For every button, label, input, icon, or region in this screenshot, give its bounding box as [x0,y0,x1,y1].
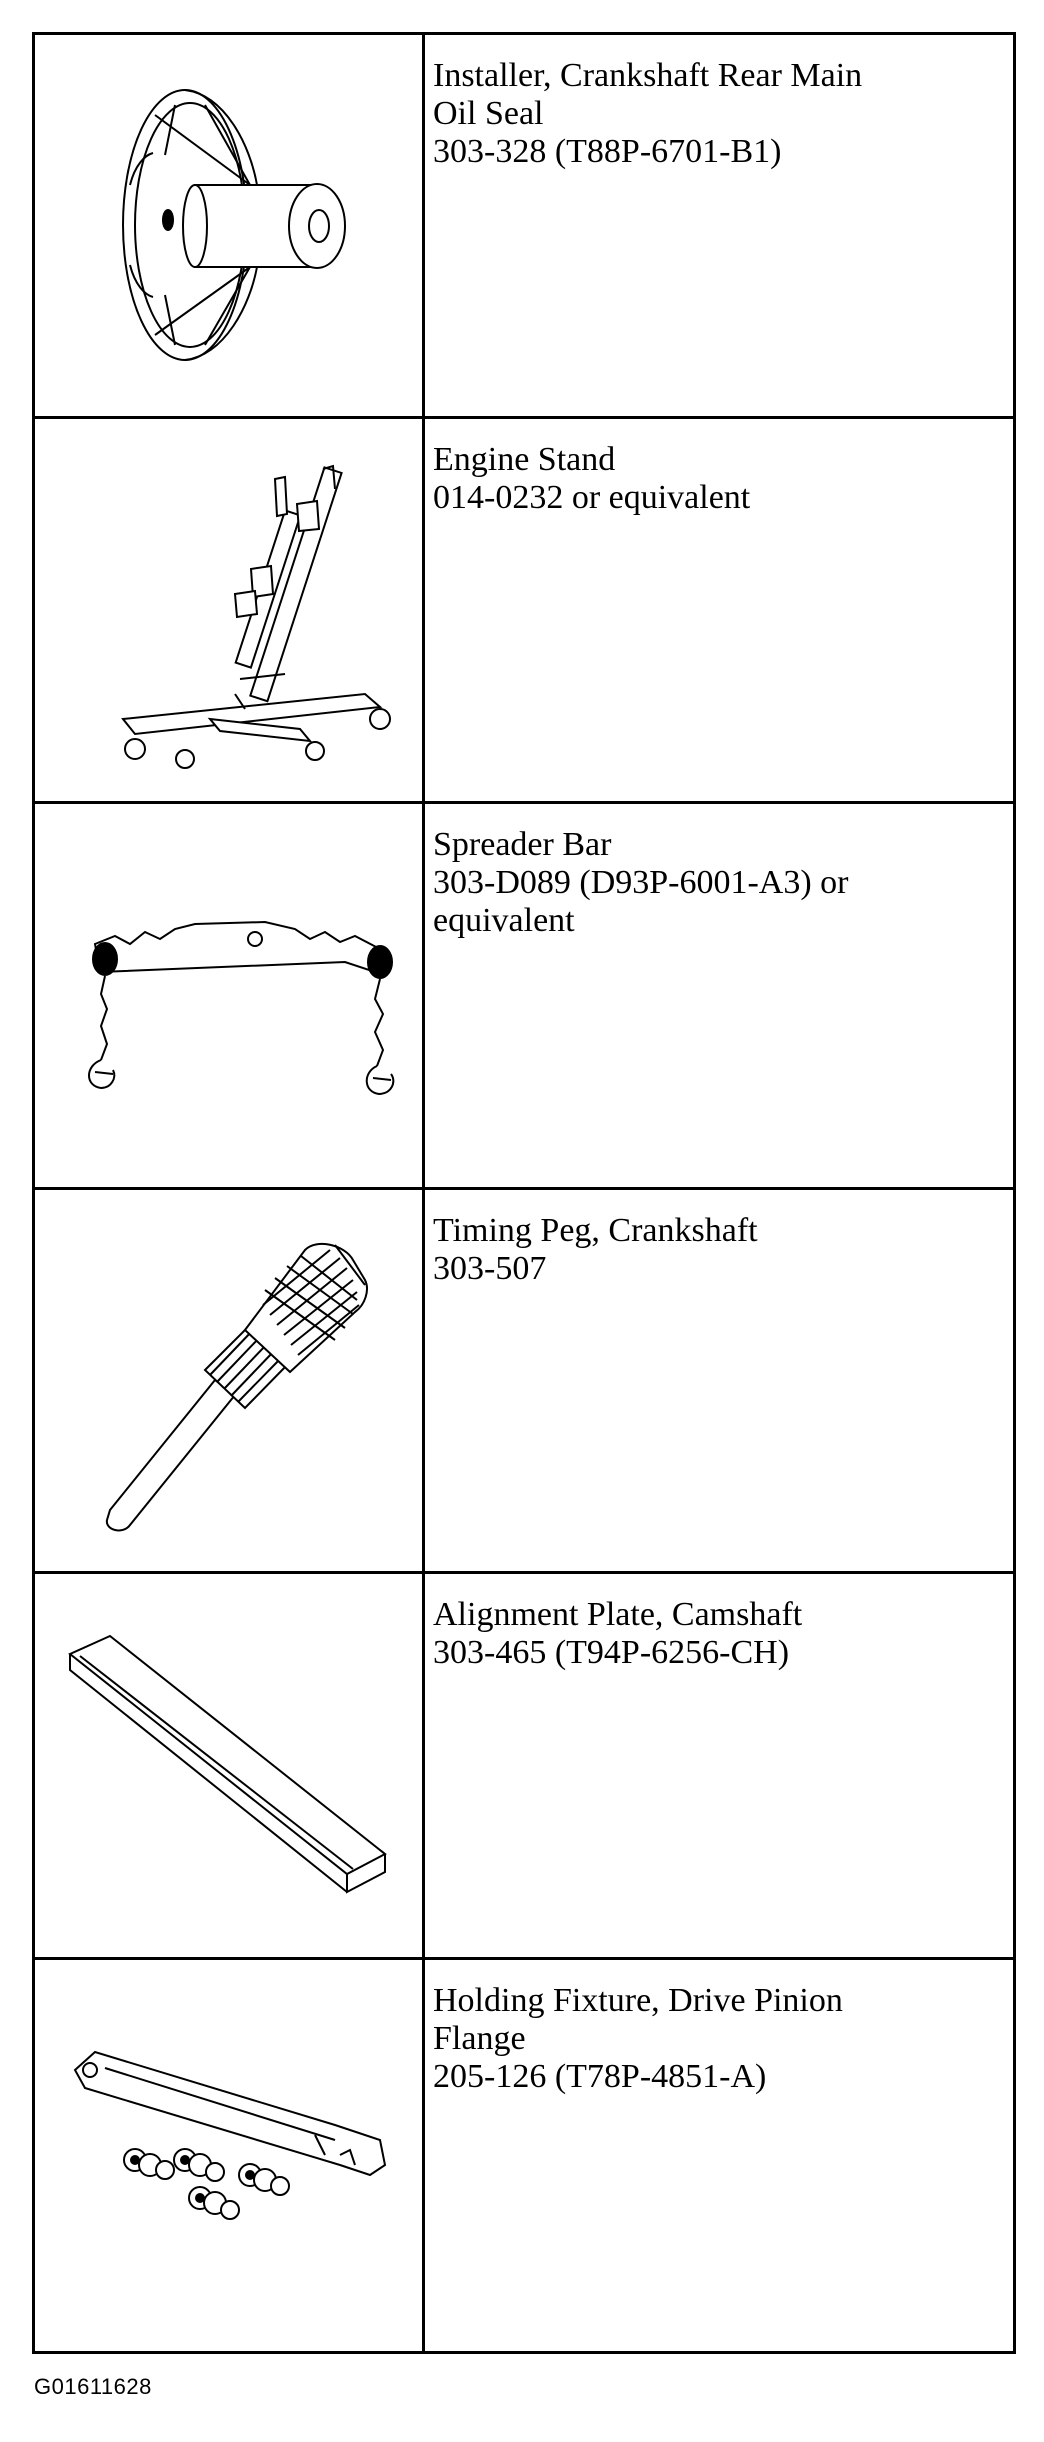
tool-image-cell [35,419,425,801]
alignment-plate-icon [35,1574,422,1957]
timing-peg-icon [35,1190,422,1571]
tool-name: Holding Fixture, Drive Pinion [433,1982,843,2019]
tool-description [433,826,1003,940]
tool-name: Spreader Bar [433,826,612,863]
tool-part-number: equivalent [433,902,575,939]
tool-name: Alignment Plate, Camshaft [433,1596,803,1633]
tool-image-cell [35,35,425,416]
tool-part-number: 303-328 (T88P-6701-B1) [433,133,782,170]
tool-description [433,1212,1003,1288]
figure-id: G01611628 [34,2374,152,2399]
table-row [35,1190,1013,1574]
table-row [35,804,1013,1190]
tool-name: Oil Seal [433,95,544,132]
tool-image-cell [35,1190,425,1571]
tool-part-number: 303-507 [433,1250,547,1287]
tool-description [433,1982,1003,2096]
table-row [35,1960,1013,2351]
table-row [35,35,1013,419]
tool-part-number: 014-0232 or equivalent [433,479,751,516]
tool-name: Flange [433,2020,526,2057]
tool-description [433,441,1003,517]
tool-image-cell [35,1574,425,1957]
tool-part-number: 205-126 (T78P-4851-A) [433,2058,767,2095]
spreader-bar-icon [35,804,422,1187]
crankshaft-seal-installer-icon [35,35,422,416]
tool-description [433,1596,1003,1672]
tool-part-number: 303-465 (T94P-6256-CH) [433,1634,790,1671]
engine-stand-icon [35,419,422,801]
tool-name: Timing Peg, Crankshaft [433,1212,758,1249]
tool-description [433,57,1003,171]
tool-name: Installer, Crankshaft Rear Main [433,57,863,94]
table-row [35,419,1013,804]
tool-image-cell [35,804,425,1187]
special-tools-table [32,32,1016,2354]
tool-image-cell [35,1960,425,2351]
tool-part-number: 303-D089 (D93P-6001-A3) or [433,864,849,901]
holding-fixture-icon [35,1960,422,2351]
tool-name: Engine Stand [433,441,616,478]
table-row [35,1574,1013,1960]
